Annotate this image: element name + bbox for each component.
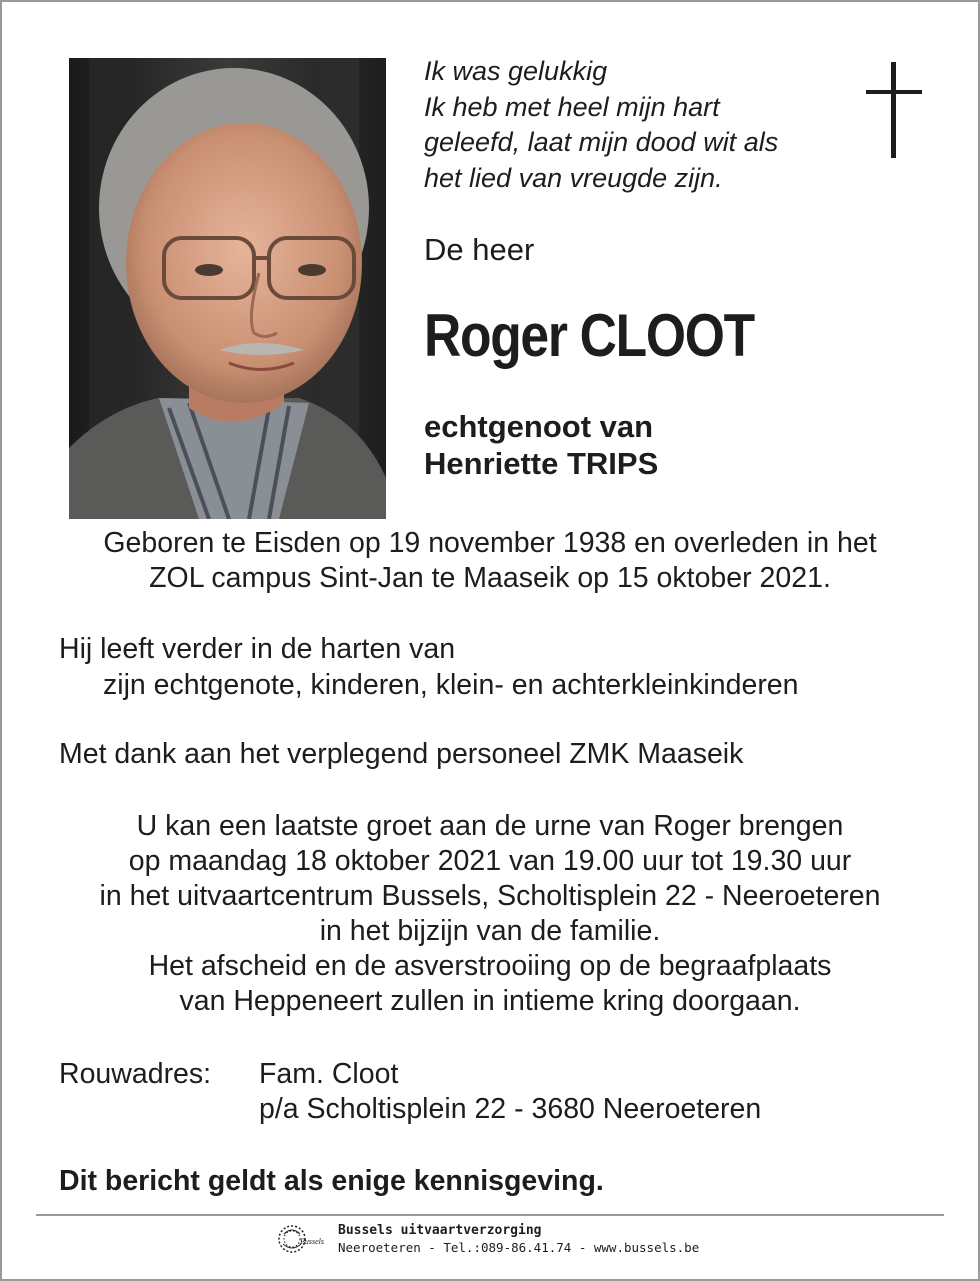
footer [338, 1222, 699, 1256]
mourning-address-street: p/a Scholtisplein 22 - 3680 Neeroeteren [259, 1093, 762, 1125]
poem [424, 54, 854, 196]
cross-icon [866, 62, 922, 158]
visitation-info [0, 809, 980, 1019]
company-contact: Neeroeteren - Tel.:089-86.41.74 - www.bussels.be [338, 1240, 700, 1255]
deceased-name: Roger CLOOT [424, 302, 754, 369]
portrait-photo [69, 58, 386, 519]
visitation-line: van Heppeneert zullen in intieme kring doorgaan. [179, 985, 801, 1017]
company-name: Bussels uitvaartverzorging [338, 1223, 542, 1238]
survivors-intro: Hij leeft verder in de harten van [59, 633, 456, 665]
survivors-list: zijn echtgenote, kinderen, klein- en achterkleinkinderen [103, 669, 799, 701]
spouse-line2: Henriette TRIPS [424, 446, 659, 481]
birth-death-info [0, 526, 980, 596]
visitation-line: in het bijzijn van de familie. [319, 915, 661, 947]
visitation-line: op maandag 18 oktober 2021 van 19.00 uur tot 19.30 uur [128, 845, 852, 877]
spouse-line1: echtgenoot van [424, 409, 654, 444]
logo-text: Bussels [300, 1237, 324, 1246]
divider [36, 1214, 944, 1216]
poem-line: het lied van vreugde zijn. [424, 162, 723, 193]
funeral-home-logo [274, 1222, 330, 1256]
poem-line: Ik was gelukkig [424, 56, 608, 86]
spouse [424, 408, 658, 482]
visitation-line: Het afscheid en de asverstrooiing op de begraafplaats [148, 950, 832, 982]
visitation-line: in het uitvaartcentrum Bussels, Scholtisplein 22 - Neeroeteren [99, 880, 881, 912]
sole-notice: Dit bericht geldt als enige kennisgeving. [59, 1165, 604, 1197]
poem-line: geleefd, laat mijn dood wit als [424, 127, 779, 157]
thanks-note: Met dank aan het verplegend personeel ZMK Maaseik [59, 738, 744, 770]
death-line: ZOL campus Sint-Jan te Maaseik op 15 oktober 2021. [149, 562, 831, 594]
visitation-line: U kan een laatste groet aan de urne van Roger brengen [136, 810, 844, 842]
mourning-address-label: Rouwadres: [59, 1058, 212, 1090]
honorific: De heer [424, 232, 535, 267]
mourning-address-name: Fam. Cloot [259, 1058, 399, 1090]
birth-line: Geboren te Eisden op 19 november 1938 en overleden in het [103, 527, 877, 559]
poem-line: Ik heb met heel mijn hart [424, 91, 720, 122]
